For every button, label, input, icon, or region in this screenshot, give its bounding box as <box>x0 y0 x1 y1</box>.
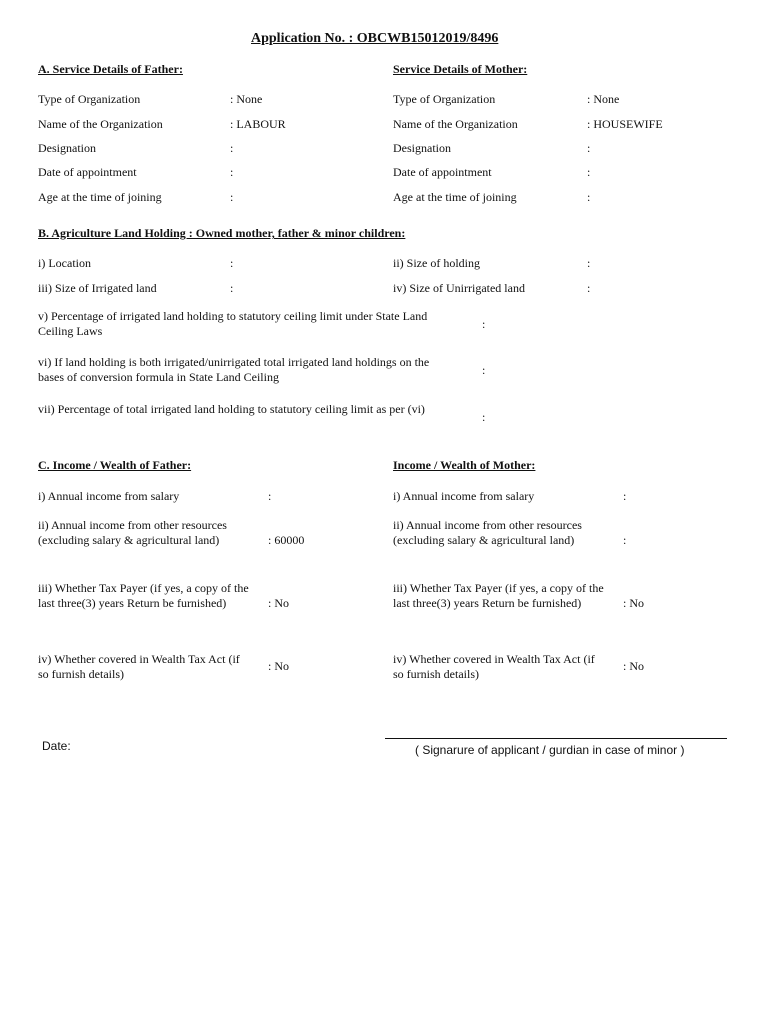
application-number-title: Application No. : OBCWB15012019/8496 <box>251 31 499 46</box>
father-other-income-value: : 60000 <box>268 533 305 547</box>
mother-joining-age-value: : <box>587 190 591 204</box>
total-irrigated-percentage-label: vii) Percentage of total irrigated land holding to statutory ceiling limit as per (vi) <box>38 402 425 416</box>
father-wealth-tax-value: : No <box>268 659 289 673</box>
unirrigated-land-label: iv) Size of Unirrigated land <box>393 281 525 295</box>
father-tax-payer-label: iii) Whether Tax Payer (if yes, a copy of the last three(3) years Return be furnished) <box>38 581 249 610</box>
father-org-type-label: Type of Organization <box>38 92 141 106</box>
father-org-type-value: : None <box>230 92 263 106</box>
father-income-heading: C. Income / Wealth of Father: <box>38 458 192 472</box>
conversion-formula-value: : <box>482 363 486 377</box>
father-designation-label: Designation <box>38 141 96 155</box>
father-joining-age-label: Age at the time of joining <box>38 190 162 204</box>
father-service-heading: A. Service Details of Father: <box>38 62 183 76</box>
mother-tax-payer-label: iii) Whether Tax Payer (if yes, a copy of the last three(3) years Return be furnished) <box>393 581 604 610</box>
mother-joining-age-label: Age at the time of joining <box>393 190 517 204</box>
irrigated-land-value: : <box>230 281 234 295</box>
irrigated-land-label: iii) Size of Irrigated land <box>38 281 157 295</box>
mother-salary-income-label: i) Annual income from salary <box>393 489 535 503</box>
father-salary-income-value: : <box>268 489 272 503</box>
father-other-income-label: ii) Annual income from other resources (excluding salary & agricultural land) <box>38 518 227 547</box>
conversion-formula-label: vi) If land holding is both irrigated/unirrigated total irrigated land holdings on the bases of conversion formula in State Land Ceiling <box>38 355 430 384</box>
mother-wealth-tax-label: iv) Whether covered in Wealth Tax Act (if so furnish details) <box>393 652 595 681</box>
father-wealth-tax-label: iv) Whether covered in Wealth Tax Act (if so furnish details) <box>38 652 240 681</box>
total-irrigated-percentage-value: : <box>482 410 486 424</box>
father-org-name-label: Name of the Organization <box>38 117 163 131</box>
father-appointment-date-label: Date of appointment <box>38 165 137 179</box>
mother-org-type-value: : None <box>587 92 620 106</box>
mother-appointment-date-label: Date of appointment <box>393 165 492 179</box>
unirrigated-land-value: : <box>587 281 591 295</box>
location-label: i) Location <box>38 256 91 270</box>
father-tax-payer-value: : No <box>268 596 289 610</box>
irrigated-percentage-value: : <box>482 317 486 331</box>
father-designation-value: : <box>230 141 234 155</box>
mother-org-name-label: Name of the Organization <box>393 117 518 131</box>
irrigated-percentage-label: v) Percentage of irrigated land holding to statutory ceiling limit under State Land Ceiling Laws <box>38 309 428 338</box>
date-label: Date: <box>42 739 71 753</box>
mother-wealth-tax-value: : No <box>623 659 644 673</box>
mother-appointment-date-value: : <box>587 165 591 179</box>
mother-designation-value: : <box>587 141 591 155</box>
mother-service-heading: Service Details of Mother: <box>393 62 528 76</box>
father-org-name-value: : LABOUR <box>230 117 286 131</box>
signature-line <box>385 738 727 739</box>
father-joining-age-value: : <box>230 190 234 204</box>
holding-size-value: : <box>587 256 591 270</box>
mother-other-income-value: : <box>623 533 627 547</box>
holding-size-label: ii) Size of holding <box>393 256 480 270</box>
mother-income-heading: Income / Wealth of Mother: <box>393 458 536 472</box>
mother-org-name-value: : HOUSEWIFE <box>587 117 663 131</box>
father-salary-income-label: i) Annual income from salary <box>38 489 180 503</box>
signature-caption: ( Signarure of applicant / gurdian in case of minor ) <box>415 743 685 757</box>
mother-designation-label: Designation <box>393 141 451 155</box>
land-holding-heading: B. Agriculture Land Holding : Owned mother, father & minor children: <box>38 226 406 240</box>
location-value: : <box>230 256 234 270</box>
mother-org-type-label: Type of Organization <box>393 92 496 106</box>
mother-tax-payer-value: : No <box>623 596 644 610</box>
mother-other-income-label: ii) Annual income from other resources (excluding salary & agricultural land) <box>393 518 582 547</box>
mother-salary-income-value: : <box>623 489 627 503</box>
father-appointment-date-value: : <box>230 165 234 179</box>
